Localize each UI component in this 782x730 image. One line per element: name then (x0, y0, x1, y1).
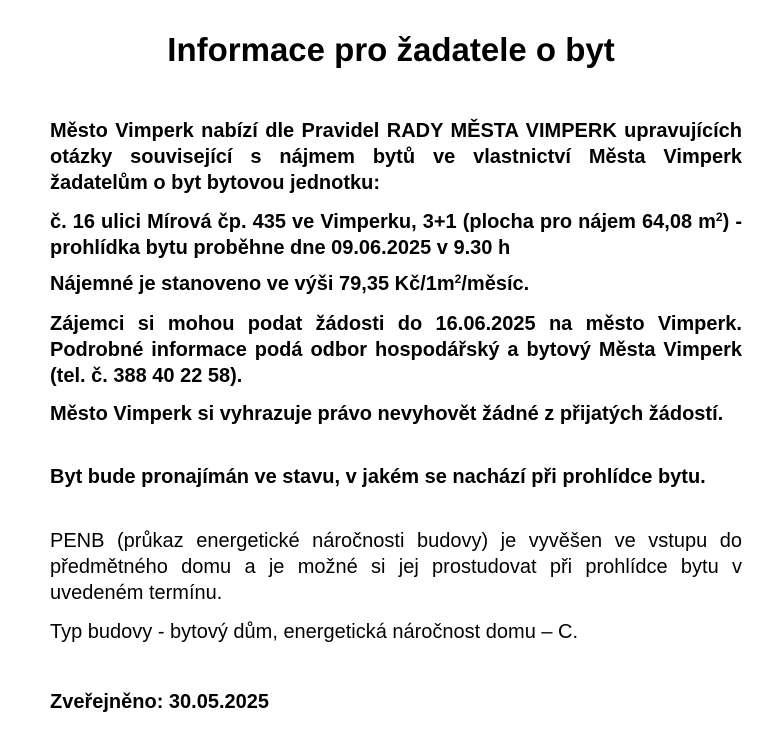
building-type-paragraph: Typ budovy - bytový dům, energetická náročnost domu – C. (50, 621, 579, 643)
applications-paragraph: Zájemci si mohou podat žádosti do 16.06.2025 na město Vimperk. Podrobné informace podá odbor hospodářský a bytový Města Vimperk (tel. č. 388 40 22 58). (50, 313, 742, 387)
published-date: Zveřejněno: 30.05.2025 (50, 691, 270, 713)
unit-superscript: 2 (715, 210, 723, 224)
page-title: Informace pro žadatele o byt (167, 31, 615, 68)
intro-paragraph: Město Vimperk nabízí dle Pravidel RADY MĚSTA VIMPERK upravujících otázky související s nájmem bytů ve vlastnictví Města Vimperk žadatelům o byt bytovou jednotku: (50, 120, 742, 194)
unit-text-part2: ) - prohlídka bytu proběhne dne 09.06.2025 v 9.30 h (50, 211, 742, 259)
rent-superscript: 2 (454, 272, 462, 286)
condition-paragraph: Byt bude pronajímán ve stavu, v jakém se nachází při prohlídce bytu. (50, 466, 706, 488)
unit-paragraph (50, 209, 742, 261)
reservation-paragraph: Město Vimperk si vyhrazuje právo nevyhovět žádné z přijatých žádostí. (50, 403, 724, 425)
unit-text-part1: č. 16 ulici Mírová čp. 435 ve Vimperku, 3+1 (plocha pro nájem 64,08 m (50, 211, 716, 233)
rent-paragraph (50, 271, 742, 297)
rent-text-part2: /měsíc. (461, 273, 530, 295)
penb-paragraph: PENB (průkaz energetické náročnosti budovy) je vyvěšen ve vstupu do předmětného domu a je možné si jej prostudovat při prohlídce bytu v uvedeném termínu. (50, 530, 742, 604)
rent-text-part1: Nájemné je stanoveno ve výši 79,35 Kč/1m (50, 273, 455, 295)
